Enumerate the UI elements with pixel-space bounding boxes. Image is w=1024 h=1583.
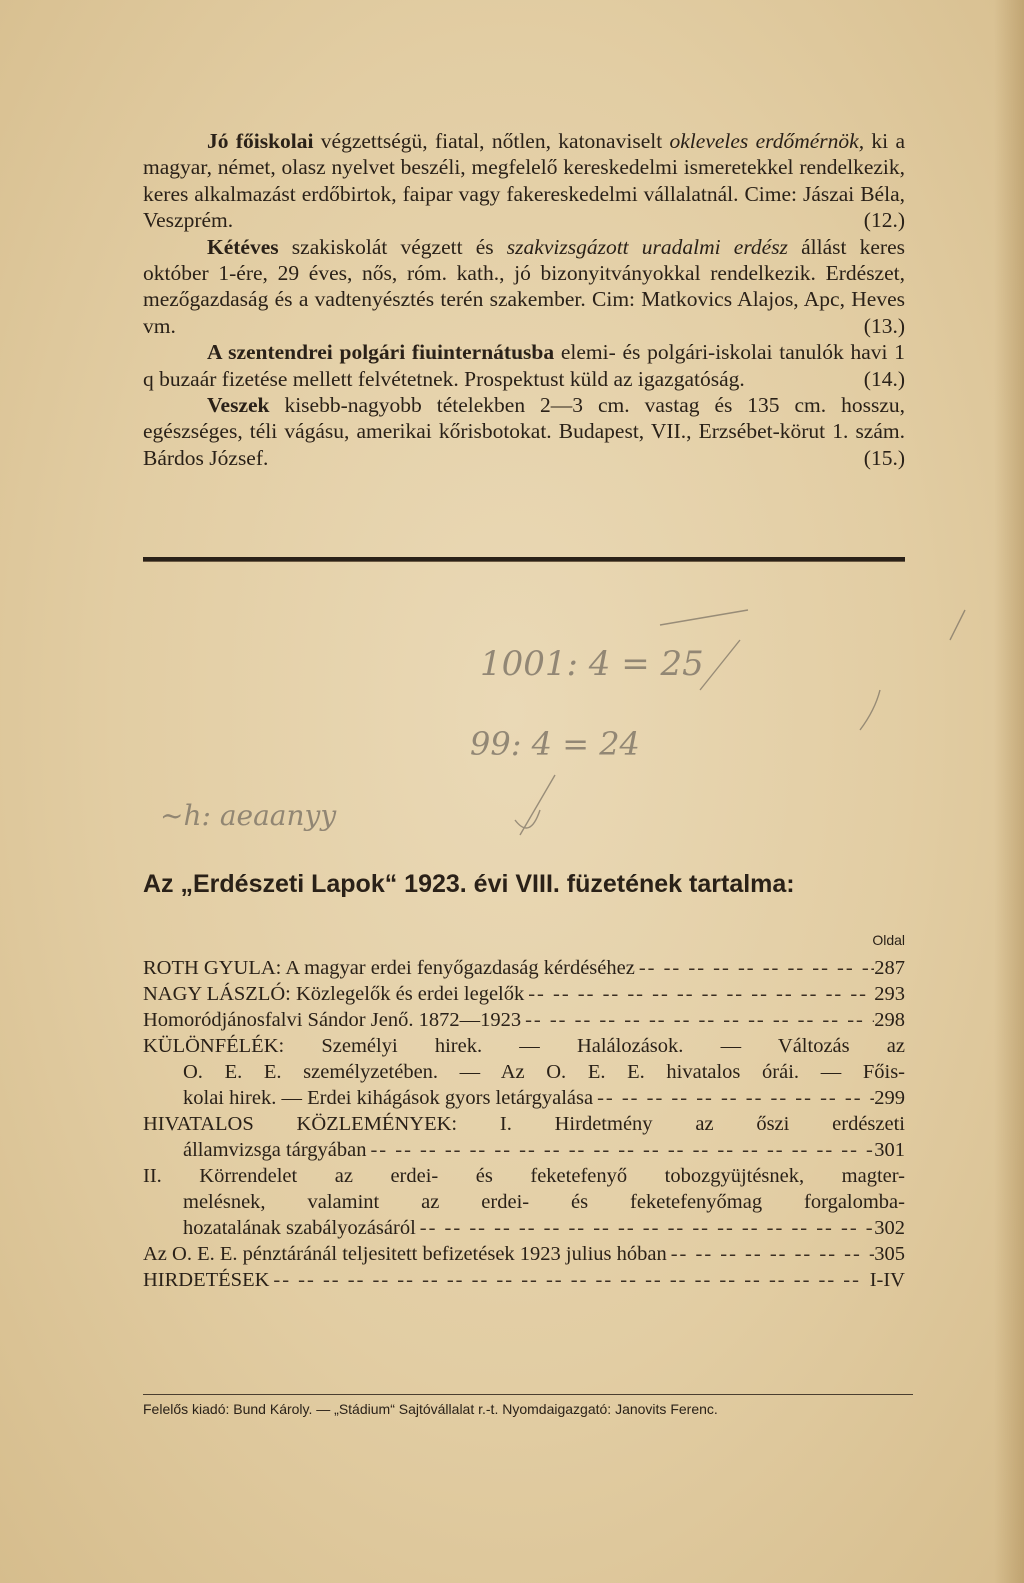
toc-entry: hozatalának szabályozásáról [183, 1217, 416, 1239]
leader-dots [593, 1085, 874, 1111]
toc-entry: ROTH GYULA: A magyar erdei fenyőgazdaság kérdéséhez [143, 957, 635, 979]
toc-line: KÜLÖNFÉLÉK: Személyi hirek. — Halálozások. — Változás az [143, 1035, 905, 1057]
toc-entry: NAGY LÁSZLÓ: Közlegelők és erdei legelők [143, 983, 525, 1005]
leader-dots [366, 1137, 874, 1163]
leader-dots [521, 1007, 874, 1033]
leader-dots [667, 1241, 875, 1267]
imprint: Felelős kiadó: Bund Károly. — „Stádium“ Sajtóvállalat r.-t. Nyomdaigazgató: Janovits Ferenc. [143, 1394, 913, 1417]
leader-dots [416, 1215, 874, 1241]
pencil-stroke [515, 775, 555, 835]
toc-line [143, 1215, 905, 1241]
toc-entry: államvizsga tárgyában [183, 1139, 367, 1161]
ad-13 [143, 234, 905, 340]
ad-lead: Kétéves [207, 234, 279, 259]
separator-rule [143, 557, 905, 562]
ad-text: kisebb-nagyobb tételekben 2—3 cm. vastag és 135 cm. hosszu, egészséges, téli vágásu, amerikai kőrisbotokat. Budapest, VII., Erzsébet-körut 1. szám. Bárdos József. [143, 393, 905, 470]
toc-entry: kolai hirek. — Erdei kihágások gyors letárgyalása [183, 1087, 594, 1109]
toc-entry: HIRDETÉSEK [143, 1269, 270, 1291]
leader-dots [269, 1267, 869, 1293]
ad-lead: Veszek [207, 393, 270, 418]
handwriting-line-2: 99: 4 = 24 [470, 725, 640, 763]
ad-text: végzettségü, fiatal, nőtlen, katonaviselt [313, 129, 670, 153]
toc-line: II. Körrendelet az erdei- és feketefenyő tobozgyüjtésnek, magter- [143, 1165, 905, 1187]
ad-14 [143, 339, 905, 392]
handwritten-notes [0, 580, 1024, 850]
ad-text: elemi- és polgári-iskolai tanulók havi 1 q buzaár fizetése mellett felvétetnek. Prospektust küld az igazgatóság. [143, 340, 905, 391]
ad-15 [143, 392, 905, 471]
toc-page: 298 [874, 1009, 905, 1031]
toc-line: HIVATALOS KÖZLEMÉNYEK: I. Hirdetmény az őszi erdészeti [143, 1113, 905, 1135]
table-of-contents [143, 955, 905, 1293]
toc-line [143, 1267, 905, 1293]
handwriting-line-3: ~h: aeaanyy [160, 799, 337, 832]
toc-line: O. E. E. személyzetében. — Az O. E. E. hivatalos órái. — Főis- [183, 1061, 905, 1083]
toc-line [143, 955, 905, 981]
toc-page: 287 [874, 957, 905, 979]
pencil-stroke [860, 610, 965, 730]
toc-title: Az „Erdészeti Lapok“ 1923. évi VIII. füzetének tartalma: [143, 870, 795, 898]
ad-italic: szakvizsgázott uradalmi erdész [506, 234, 788, 259]
toc-line [143, 1241, 905, 1267]
classified-ads [143, 128, 905, 471]
toc-page: 301 [874, 1139, 905, 1161]
ad-text: állást keres október 1-ére, 29 éves, nős, róm. kath., jó bizonyitványokkal rendelkezik. Erdészet, mezőgazdaság és a vadtenyésztés terén szakember. Cim: Matkovics Alajos, Apc, Heves vm. [143, 234, 905, 338]
toc-line [143, 1137, 905, 1163]
toc-page: I-IV [869, 1269, 905, 1291]
toc-entry: Az O. E. E. pénztáránál teljesitett befizetések 1923 julius hóban [143, 1243, 667, 1265]
toc-line [143, 1007, 905, 1033]
leader-dots [524, 981, 874, 1007]
toc-page: 302 [874, 1217, 905, 1239]
toc-line [143, 1085, 905, 1111]
ad-number: (14.) [863, 366, 905, 391]
ad-text: szakiskolát végzett és [278, 234, 507, 259]
ad-12 [143, 128, 905, 234]
ad-italic: okleveles erdőmérnök, [669, 129, 865, 153]
toc-page-header: Oldal [872, 932, 905, 948]
toc-page: 293 [874, 983, 905, 1005]
toc-entry: Homoródjánosfalvi Sándor Jenő. 1872—1923 [143, 1009, 522, 1031]
handwriting-line-1: 1001: 4 = 25 [480, 644, 704, 684]
ad-number: (12.) [863, 208, 905, 233]
ad-lead: A szentendrei polgári fiuinternátusba [207, 340, 555, 365]
ad-number: (13.) [863, 313, 905, 338]
toc-page: 299 [874, 1087, 905, 1109]
toc-line [143, 981, 905, 1007]
ad-lead: Jó főiskolai [207, 129, 314, 153]
toc-line: melésnek, valamint az erdei- és feketefenyőmag forgalomba- [183, 1191, 905, 1213]
toc-page: 305 [874, 1243, 905, 1265]
leader-dots [635, 955, 874, 981]
ad-text: ki a magyar, német, olasz nyelvet beszéli, megfelelő kereskedelmi ismeretekkel rendelkezik, keres alkalmazást erdőbirtok, faipar vagy fakereskedelmi vállalatnál. Cime: Jászai Béla, Veszprém. [143, 129, 906, 233]
ad-number: (15.) [863, 445, 905, 470]
